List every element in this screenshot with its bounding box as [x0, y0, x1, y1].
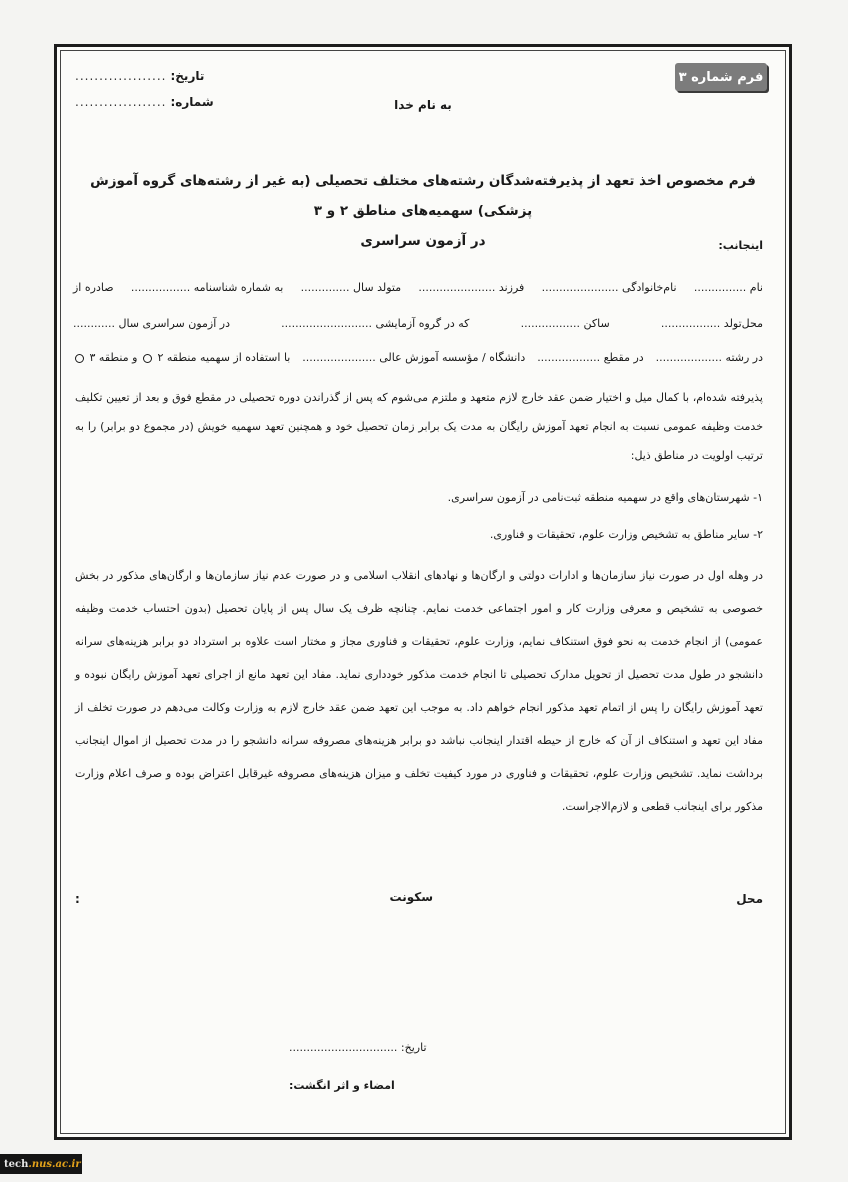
signature-date-dots: ............................... — [289, 1041, 398, 1054]
terms-paragraph: در وهله اول در صورت نیاز سازمان‌ها و ادارات دولتی و ارگان‌ها و نهادهای انقلاب اسلامی و در صورت عدم نیاز سازمان‌ها و ارگان‌های مذکور در بخش خصوصی به تشخیص و معرفی وزارت کار و امور اجتماعی خدمت نمایم. چنانچه ظرف یک سال پس از پایان تحصیل (بدون احتساب خدمت وظیفه عمومی) از انجام خدمت به نحو فوق استنکاف نمایم، وزارت علوم، تحقیقات و فناوری مجاز و مختار است علاوه بر استرداد دو برابر هزینه‌های سرانه دانشجو در طول مدت تحصیل از تحویل مدارک تحصیلی تا انجام خدمت مذکور خودداری نماید. مفاد این تعهد مانع از اجرای تعهد آموزش رایگان نبوده و تعهد آموزش رایگان را پس از اتمام تعهد مذکور انجام خواهم داد. به موجب این تعهد ضمن عقد خارج لازم به وزارت وکالت می‌دهم در صورت تخلف از مفاد این تعهد و استنکاف از آن که خارج از حیطه اقتدار اینجانب نباشد دو برابر هزینه‌های مصروفه سرانه دانشجو را در مدت تحصیل از اموال اینجانب برداشت نماید. تشخیص وزارت علوم، تحقیقات و فناوری در مورد کیفیت تخلف و میزان هزینه‌های مصروفه غیرقابل اعتراض بوده و صرف اعلام وزارت مذکور برای اینجانب قطعی و لازم‌الاجراست. — [75, 569, 763, 813]
quota-selector — [73, 351, 290, 364]
university-field: دانشگاه / مؤسسه آموزش عالی ..................... — [302, 351, 526, 364]
form-page — [54, 44, 792, 1140]
form-number-tag: فرم شماره ۳ — [675, 63, 767, 91]
signature-date-label: تاریخ: — [400, 1041, 427, 1054]
quota-and-label: و منطقه ۳ — [89, 351, 138, 364]
number-label: شماره: — [170, 95, 214, 109]
exam-group-field: که در گروه آزمایشی .......................... — [281, 317, 470, 330]
residence-place-label: محل — [736, 892, 763, 906]
logo-domain: .nus.ac.ir — [28, 1158, 81, 1170]
commitment-paragraph: پذیرفته شده‌ام، با کمال میل و اختیار ضمن عقد خارج لازم متعهد و ملتزم می‌شوم که پس از گذراندن دوره تحصیلی در مقطع فوق و بعد از تعیین تکلیف خدمت وظیفه عمومی نسبت به انجام تعهد آموزش رایگان به مدت یک برابر زمان تحصیل خود و همچنین تعهد سهمیه خویش (در مجموع دو برابر) را به ترتیب اولویت در مناطق ذیل: — [75, 391, 763, 462]
signature-date — [289, 1041, 427, 1054]
basmala-heading: به نام خدا — [394, 98, 452, 112]
id-number-field: به شماره شناسنامه ................. — [130, 281, 284, 294]
priority-item-2: ۲- سایر مناطق به تشخیص وزارت علوم، تحقیقات و فناوری. — [489, 528, 763, 541]
residence-row — [75, 892, 763, 916]
site-logo — [0, 1154, 82, 1174]
form-title-line1: فرم مخصوص اخذ تعهد از پذیرفته‌شدگان رشته‌های مختلف تحصیلی (به غیر از رشته‌های گروه آموزش پزشکی) سهمیه‌های مناطق ۲ و ۳ — [90, 173, 756, 219]
region-2-checkbox[interactable] — [143, 354, 152, 363]
logo-prefix: tech — [4, 1158, 29, 1170]
child-of-field: فرزند ...................... — [418, 281, 525, 294]
resident-field: ساکن ................. — [520, 317, 610, 330]
field-of-study: در رشته ................... — [655, 351, 763, 364]
identity-row-3 — [73, 351, 763, 364]
date-label: تاریخ: — [170, 69, 205, 83]
form-title — [67, 166, 779, 256]
identity-row-1 — [73, 281, 763, 294]
identity-row-2 — [73, 317, 763, 330]
name-field: نام ............... — [693, 281, 763, 294]
intro-label: اینجانب: — [718, 239, 763, 252]
born-year-field: متولد سال .............. — [300, 281, 402, 294]
residence-colon: : — [75, 892, 80, 906]
signature-label: امضاء و اثر انگشت: — [289, 1079, 395, 1092]
quota-label: با استفاده از سهمیه منطقه ۲ — [157, 351, 291, 364]
exam-year-field: در آزمون سراسری سال ............ — [73, 317, 230, 330]
birthplace-field: محل‌تولد ................. — [660, 317, 763, 330]
family-field: نام‌خانوادگی ...................... — [541, 281, 677, 294]
number-dots: ................... — [75, 95, 167, 109]
date-dots: ................... — [75, 69, 167, 83]
residence-settle-label: سکونت — [389, 890, 433, 904]
priority-item-1: ۱- شهرستان‌های واقع در سهمیه منطقه ثبت‌نامی در آزمون سراسری. — [447, 491, 763, 504]
date-field — [75, 69, 204, 83]
region-3-checkbox[interactable] — [75, 354, 84, 363]
number-field — [75, 95, 214, 109]
issued-from-field: صادره از — [73, 281, 114, 294]
form-title-line2: در آزمون سراسری — [360, 233, 486, 249]
degree-level-field: در مقطع .................. — [537, 351, 644, 364]
